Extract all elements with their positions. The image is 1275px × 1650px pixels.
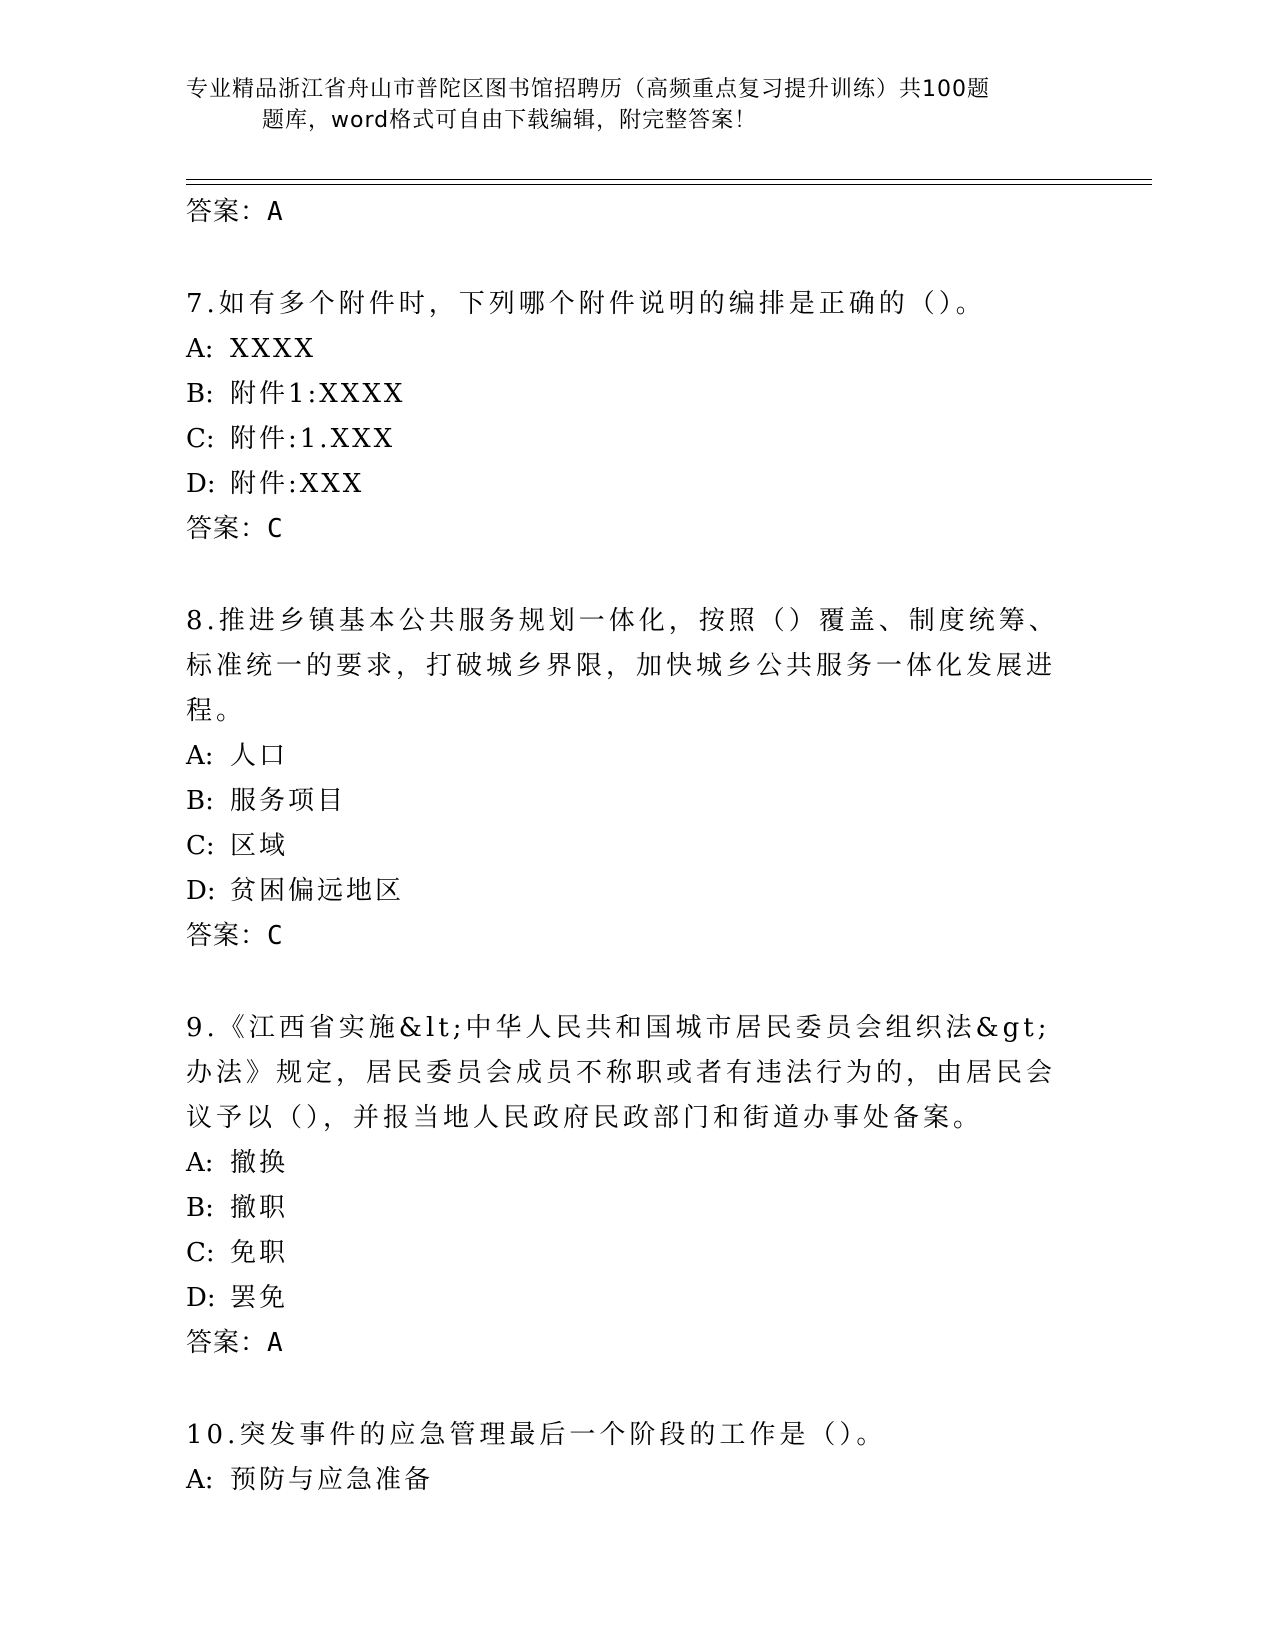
question-text: 10.突发事件的应急管理最后一个阶段的工作是（）。 xyxy=(186,1420,887,1450)
option-text: 人口 xyxy=(230,741,289,771)
question-text: 9.《江西省实施&lt;中华人民共和国城市居民委员会组织法&gt;办法》规定，居民委员会成员不称职或者有违法行为的，由居民会议予以（），并报当地人民政府民政部门和街道办事处备案。 xyxy=(186,1013,1057,1133)
question-text: 8.推进乡镇基本公共服务规划一体化，按照（）覆盖、制度统筹、标准统一的要求，打破城乡界限，加快城乡公共服务一体化发展进程。 xyxy=(186,606,1059,726)
option-b xyxy=(186,779,1066,824)
option-label: B: xyxy=(186,1193,214,1223)
option-label: D: xyxy=(186,876,216,906)
answer-line xyxy=(186,507,1066,551)
question-8 xyxy=(186,599,1066,958)
header-title-line-2: 题库，word格式可自由下载编辑，附完整答案！ xyxy=(262,108,758,133)
option-a xyxy=(186,1458,1066,1503)
option-c xyxy=(186,824,1066,869)
option-a xyxy=(186,327,1066,372)
question-10 xyxy=(186,1413,1066,1503)
answer-label: 答案： xyxy=(186,514,268,544)
option-text: 区域 xyxy=(230,831,289,861)
option-text: 预防与应急准备 xyxy=(230,1465,434,1495)
question-text: 7.如有多个附件时，下列哪个附件说明的编排是正确的（）。 xyxy=(186,289,986,319)
option-label: A: xyxy=(186,1148,214,1178)
option-a xyxy=(186,1141,1066,1186)
answer-label: 答案： xyxy=(186,197,268,227)
option-d xyxy=(186,1276,1066,1321)
answer-value: C xyxy=(267,921,284,951)
option-text: 罢免 xyxy=(230,1283,289,1313)
answer-line xyxy=(186,190,1066,234)
option-b xyxy=(186,372,1066,417)
answer-value: A xyxy=(267,197,284,227)
header-rule-bottom xyxy=(186,184,1152,185)
page-header xyxy=(186,74,1066,136)
question-list xyxy=(186,190,1066,1503)
option-text: 附件:XXX xyxy=(230,469,365,499)
option-text: 贫困偏远地区 xyxy=(230,876,405,906)
option-d xyxy=(186,869,1066,914)
option-label: C: xyxy=(186,424,215,454)
answer-label: 答案： xyxy=(186,921,268,951)
answer-value: C xyxy=(267,514,284,544)
option-b xyxy=(186,1186,1066,1231)
option-c xyxy=(186,1231,1066,1276)
answer-label: 答案： xyxy=(186,1328,268,1358)
answer-line xyxy=(186,914,1066,958)
question-7 xyxy=(186,282,1066,551)
option-label: D: xyxy=(186,1283,216,1313)
option-a xyxy=(186,734,1066,779)
option-text: 服务项目 xyxy=(230,786,347,816)
option-label: C: xyxy=(186,831,215,861)
option-label: A: xyxy=(186,1465,214,1495)
option-text: 免职 xyxy=(230,1238,289,1268)
option-text: 撤换 xyxy=(230,1148,289,1178)
option-label: B: xyxy=(186,379,214,409)
header-rule-top xyxy=(186,179,1152,180)
option-text: XXXX xyxy=(230,334,317,364)
header-title-line-1: 专业精品浙江省舟山市普陀区图书馆招聘历（高频重点复习提升训练）共100题 xyxy=(186,77,990,102)
option-text: 附件:1.XXX xyxy=(230,424,396,454)
option-text: 撤职 xyxy=(230,1193,289,1223)
option-c xyxy=(186,417,1066,462)
option-label: C: xyxy=(186,1238,215,1268)
option-d xyxy=(186,462,1066,507)
option-label: D: xyxy=(186,469,216,499)
option-label: A: xyxy=(186,334,214,364)
question-9 xyxy=(186,1006,1066,1365)
option-label: B: xyxy=(186,786,214,816)
option-text: 附件1:XXXX xyxy=(230,379,406,409)
answer-value: A xyxy=(267,1328,284,1358)
option-label: A: xyxy=(186,741,214,771)
answer-line xyxy=(186,1321,1066,1365)
